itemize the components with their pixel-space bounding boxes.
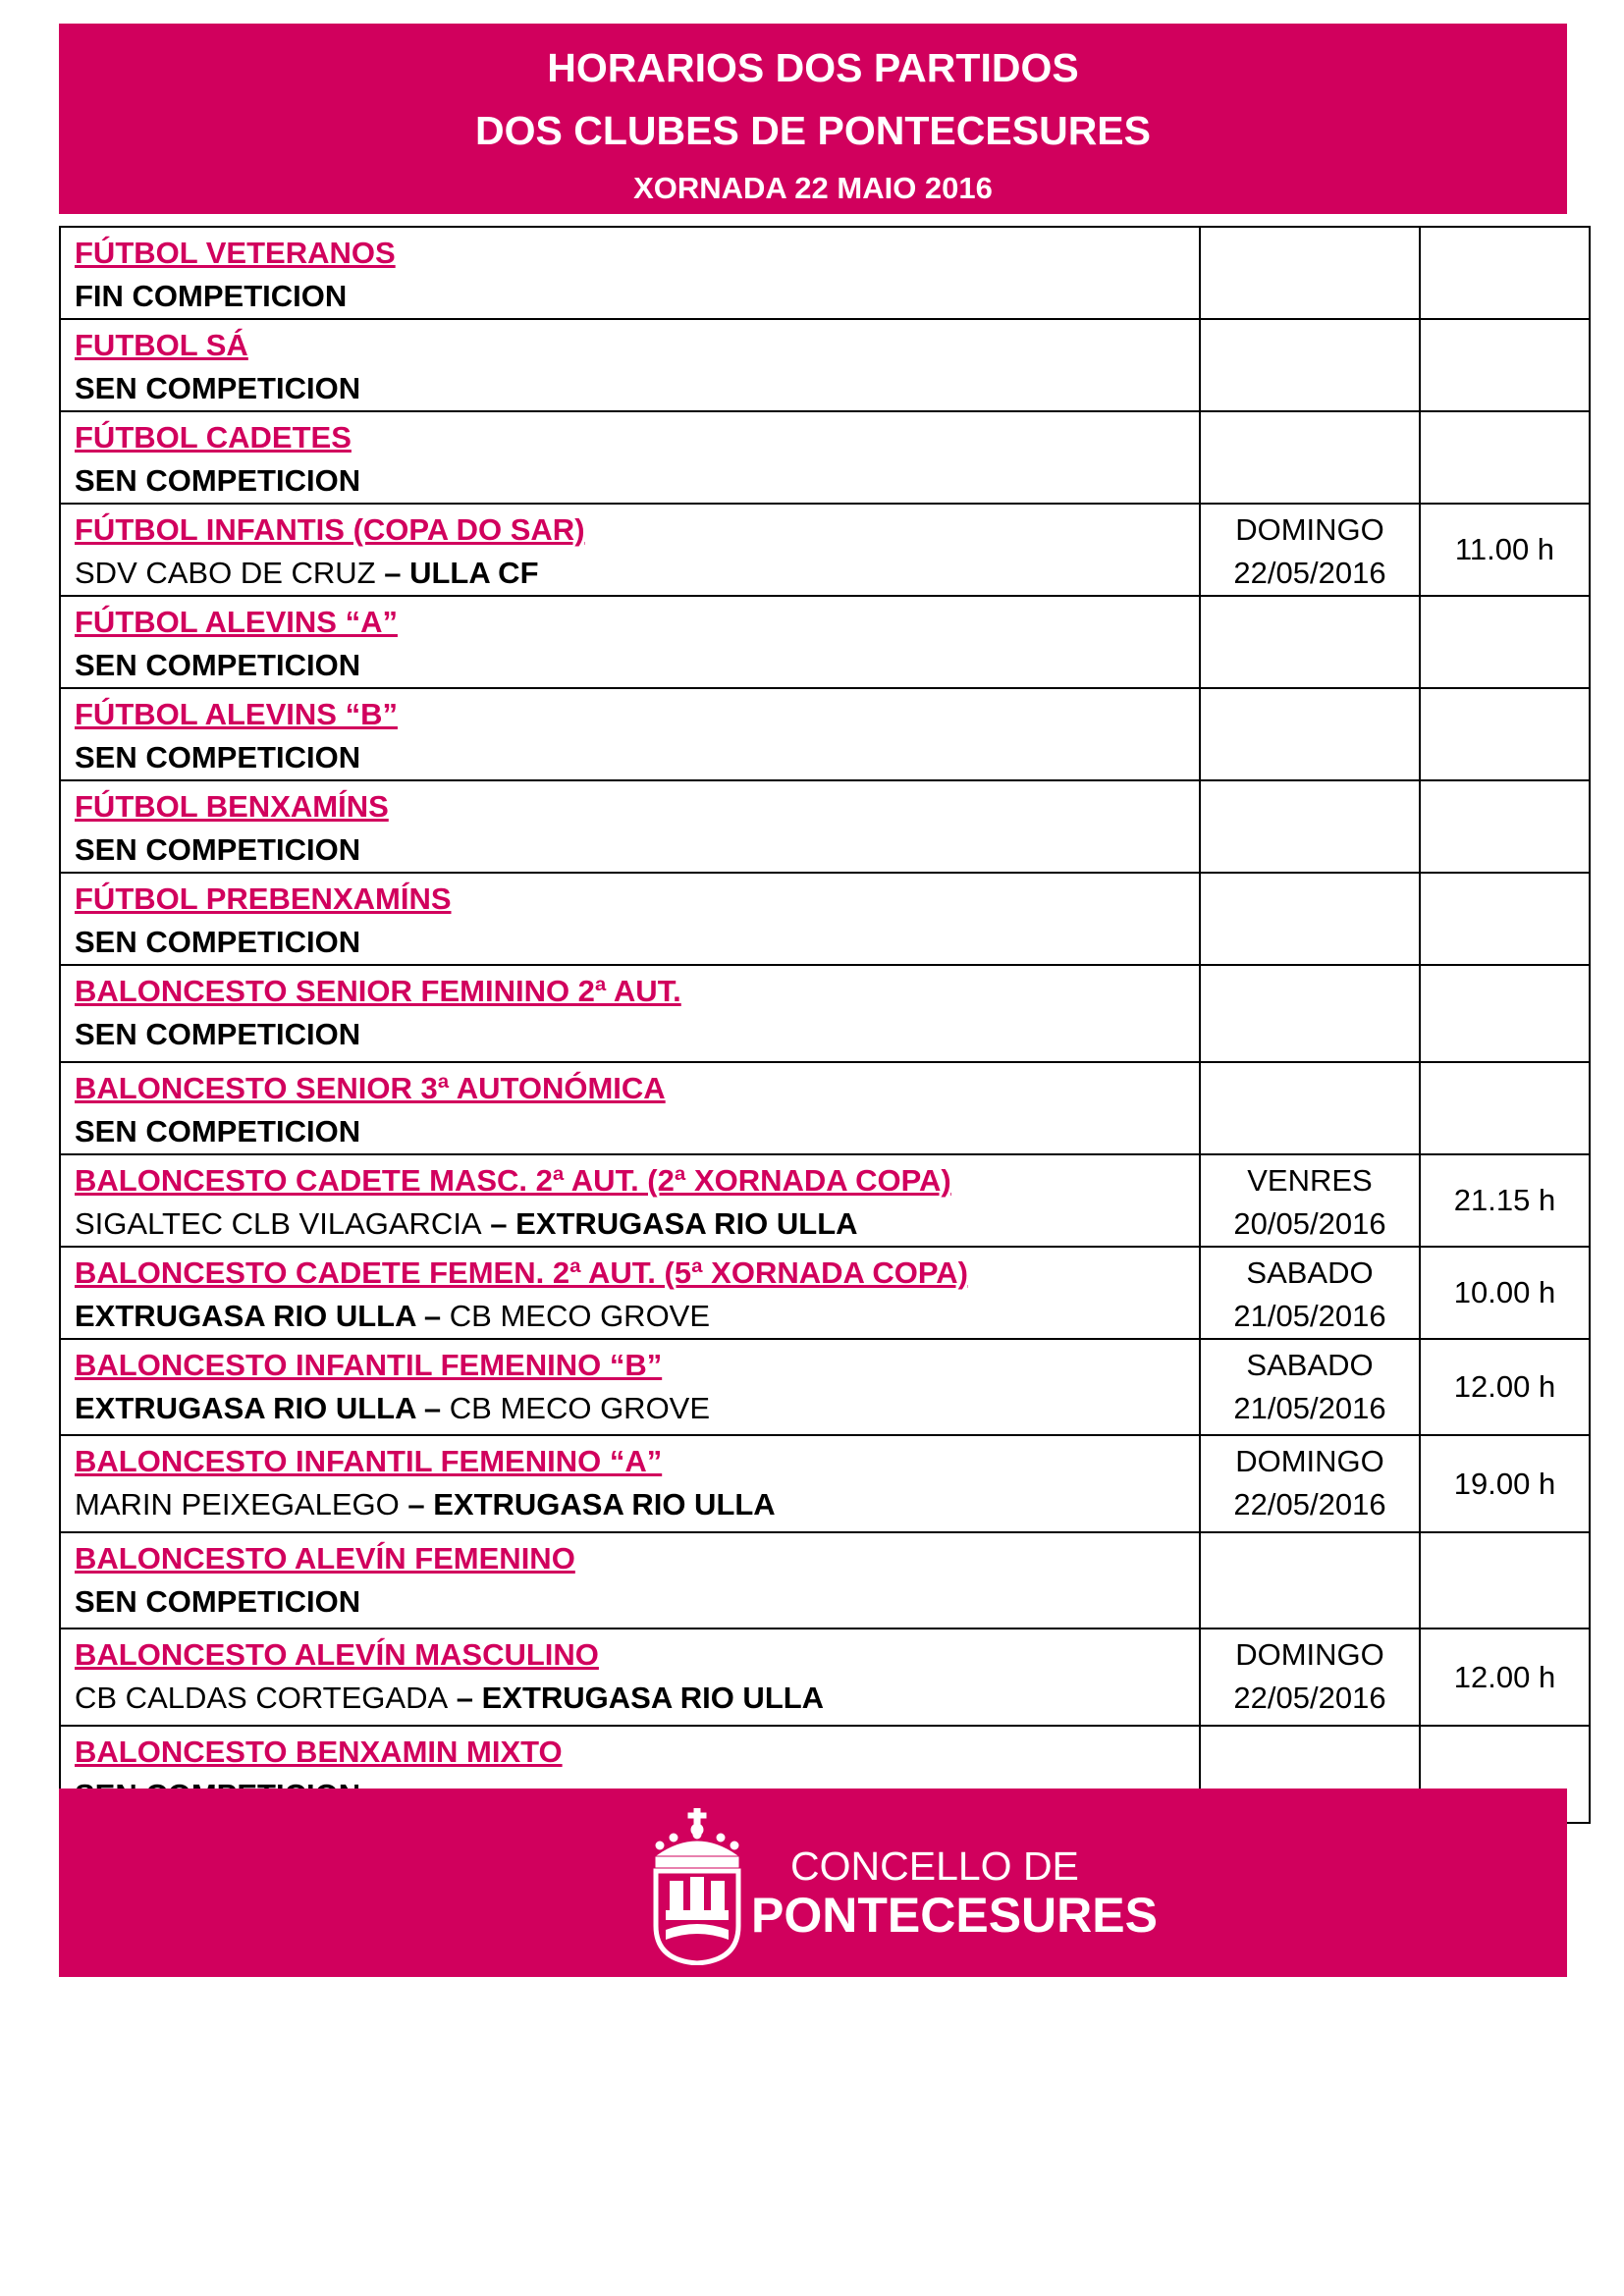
match-line xyxy=(75,1483,1185,1526)
table-row xyxy=(60,1435,1590,1532)
team-separator: – xyxy=(415,1391,450,1425)
category-label: BALONCESTO ALEVÍN MASCULINO xyxy=(75,1637,599,1672)
table-row xyxy=(60,1154,1590,1247)
event-cell xyxy=(60,1154,1200,1247)
time-cell xyxy=(1420,1339,1590,1435)
match-line xyxy=(75,552,1185,595)
event-cell xyxy=(60,1339,1200,1435)
time-cell xyxy=(1420,1247,1590,1339)
team-separator: – xyxy=(448,1681,482,1715)
event-cell xyxy=(60,1062,1200,1154)
date-cell xyxy=(1200,965,1420,1062)
date-cell xyxy=(1200,1435,1420,1532)
match-time: 10.00 h xyxy=(1453,1275,1556,1309)
team-separator: – xyxy=(415,1299,450,1333)
match-line xyxy=(75,644,1185,687)
team-a: SEN COMPETICION xyxy=(75,1017,361,1051)
date-cell xyxy=(1200,1339,1420,1435)
category-label: BALONCESTO CADETE MASC. 2ª AUT. (2ª XORNADA COPA) xyxy=(75,1163,951,1198)
team-a: SEN COMPETICION xyxy=(75,1114,361,1148)
footer-banner xyxy=(59,1789,1567,1977)
header-banner xyxy=(59,24,1567,214)
time-cell xyxy=(1420,965,1590,1062)
event-cell xyxy=(60,1629,1200,1726)
team-separator: – xyxy=(399,1487,434,1522)
time-cell xyxy=(1420,1629,1590,1726)
category-label: BALONCESTO BENXAMIN MIXTO xyxy=(75,1735,563,1769)
category-label: FUTBOL SÁ xyxy=(75,328,248,362)
time-cell xyxy=(1420,411,1590,504)
date-cell xyxy=(1200,1154,1420,1247)
event-cell xyxy=(60,688,1200,780)
schedule-table xyxy=(59,226,1591,1824)
team-separator: – xyxy=(375,556,410,590)
category-label: FÚTBOL PREBENXAMÍNS xyxy=(75,881,452,916)
event-cell xyxy=(60,319,1200,411)
team-a: FIN COMPETICION xyxy=(75,279,348,313)
category-label: FÚTBOL BENXAMÍNS xyxy=(75,789,389,824)
team-b: ULLA CF xyxy=(409,556,539,590)
category-label: BALONCESTO CADETE FEMEN. 2ª AUT. (5ª XORNADA COPA) xyxy=(75,1255,968,1290)
match-time: 12.00 h xyxy=(1453,1659,1556,1694)
team-a: SDV CABO DE CRUZ xyxy=(75,556,376,590)
match-day: SABADO xyxy=(1246,1348,1374,1382)
match-date: 22/05/2016 xyxy=(1233,556,1386,590)
team-separator: – xyxy=(481,1206,516,1241)
team-b: CB MECO GROVE xyxy=(449,1299,711,1333)
team-a: SEN COMPETICION xyxy=(75,832,361,867)
table-row xyxy=(60,596,1590,688)
team-a: EXTRUGASA RIO ULLA xyxy=(75,1391,416,1425)
team-b: EXTRUGASA RIO ULLA xyxy=(481,1681,825,1715)
match-line xyxy=(75,828,1185,872)
match-date: 22/05/2016 xyxy=(1233,1681,1386,1715)
date-cell xyxy=(1200,780,1420,873)
time-cell xyxy=(1420,504,1590,596)
team-a: SEN COMPETICION xyxy=(75,463,361,498)
time-cell xyxy=(1420,1532,1590,1629)
match-day: VENRES xyxy=(1247,1163,1373,1198)
match-line xyxy=(75,1013,1185,1056)
match-date: 20/05/2016 xyxy=(1233,1206,1386,1241)
category-label: BALONCESTO ALEVÍN FEMENINO xyxy=(75,1541,575,1575)
table-row xyxy=(60,1062,1590,1154)
table-row xyxy=(60,504,1590,596)
event-cell xyxy=(60,873,1200,965)
category-label: FÚTBOL INFANTIS (COPA DO SAR) xyxy=(75,512,585,547)
match-date: 21/05/2016 xyxy=(1233,1391,1386,1425)
match-line xyxy=(75,921,1185,964)
event-cell xyxy=(60,596,1200,688)
date-cell xyxy=(1200,504,1420,596)
date-cell xyxy=(1200,1062,1420,1154)
team-a: SEN COMPETICION xyxy=(75,648,361,682)
match-line xyxy=(75,1677,1185,1720)
match-day: SABADO xyxy=(1246,1255,1374,1290)
table-row xyxy=(60,319,1590,411)
match-day: DOMINGO xyxy=(1235,1637,1384,1672)
team-a: SEN COMPETICION xyxy=(75,925,361,959)
team-a: SEN COMPETICION xyxy=(75,371,361,405)
event-cell xyxy=(60,1247,1200,1339)
team-b: EXTRUGASA RIO ULLA xyxy=(433,1487,776,1522)
team-a: SIGALTEC CLB VILAGARCIA xyxy=(75,1206,482,1241)
table-row xyxy=(60,873,1590,965)
event-cell xyxy=(60,504,1200,596)
table-row xyxy=(60,780,1590,873)
match-line xyxy=(75,459,1185,503)
date-cell xyxy=(1200,1247,1420,1339)
time-cell xyxy=(1420,227,1590,319)
category-label: BALONCESTO SENIOR 3ª AUTONÓMICA xyxy=(75,1071,666,1105)
match-time: 19.00 h xyxy=(1453,1466,1556,1501)
time-cell xyxy=(1420,780,1590,873)
match-time: 11.00 h xyxy=(1454,532,1555,566)
match-time: 21.15 h xyxy=(1453,1183,1556,1217)
match-day: DOMINGO xyxy=(1235,512,1384,547)
team-b: CB MECO GROVE xyxy=(449,1391,711,1425)
time-cell xyxy=(1420,1435,1590,1532)
table-row xyxy=(60,411,1590,504)
table-row xyxy=(60,1629,1590,1726)
match-day: DOMINGO xyxy=(1235,1444,1384,1478)
date-cell xyxy=(1200,1629,1420,1726)
table-row xyxy=(60,227,1590,319)
page-title-line1: HORARIOS DOS PARTIDOS xyxy=(547,45,1079,90)
team-b: EXTRUGASA RIO ULLA xyxy=(515,1206,858,1241)
event-cell xyxy=(60,411,1200,504)
page-title-line2: DOS CLUBES DE PONTECESURES xyxy=(475,108,1151,153)
match-line xyxy=(75,1580,1185,1624)
date-cell xyxy=(1200,411,1420,504)
date-cell xyxy=(1200,688,1420,780)
table-row xyxy=(60,688,1590,780)
event-cell xyxy=(60,1532,1200,1629)
page-subtitle: XORNADA 22 MAIO 2016 xyxy=(633,171,993,205)
category-label: FÚTBOL ALEVINS “B” xyxy=(75,697,398,731)
team-a: SEN COMPETICION xyxy=(75,740,361,774)
match-line xyxy=(75,275,1185,318)
category-label: BALONCESTO SENIOR FEMININO 2ª AUT. xyxy=(75,974,681,1008)
team-a: SEN COMPETICION xyxy=(75,1584,361,1619)
team-a: CB CALDAS CORTEGADA xyxy=(75,1681,449,1715)
footer-line2: PONTECESURES xyxy=(751,1888,1158,1943)
table-row xyxy=(60,1339,1590,1435)
match-line xyxy=(75,736,1185,779)
match-line xyxy=(75,367,1185,410)
category-label: BALONCESTO INFANTIL FEMENINO “A” xyxy=(75,1444,663,1478)
match-line xyxy=(75,1202,1185,1246)
footer-line1: CONCELLO DE xyxy=(790,1843,1079,1889)
date-cell xyxy=(1200,227,1420,319)
team-a: MARIN PEIXEGALEGO xyxy=(75,1487,400,1522)
match-date: 21/05/2016 xyxy=(1233,1299,1386,1333)
date-cell xyxy=(1200,1532,1420,1629)
match-time: 12.00 h xyxy=(1453,1369,1556,1404)
category-label: BALONCESTO INFANTIL FEMENINO “B” xyxy=(75,1348,663,1382)
date-cell xyxy=(1200,873,1420,965)
time-cell xyxy=(1420,319,1590,411)
table-row xyxy=(60,1247,1590,1339)
team-a: EXTRUGASA RIO ULLA xyxy=(75,1299,416,1333)
time-cell xyxy=(1420,596,1590,688)
match-line xyxy=(75,1110,1185,1153)
event-cell xyxy=(60,227,1200,319)
table-row xyxy=(60,1532,1590,1629)
category-label: FÚTBOL CADETES xyxy=(75,420,352,454)
date-cell xyxy=(1200,596,1420,688)
date-cell xyxy=(1200,319,1420,411)
time-cell xyxy=(1420,1062,1590,1154)
time-cell xyxy=(1420,873,1590,965)
match-line xyxy=(75,1387,1185,1430)
event-cell xyxy=(60,965,1200,1062)
match-line xyxy=(75,1295,1185,1338)
table-row xyxy=(60,965,1590,1062)
municipal-crest-icon xyxy=(648,1808,746,1965)
match-date: 22/05/2016 xyxy=(1233,1487,1386,1522)
event-cell xyxy=(60,780,1200,873)
event-cell xyxy=(60,1435,1200,1532)
category-label: FÚTBOL VETERANOS xyxy=(75,236,396,270)
time-cell xyxy=(1420,688,1590,780)
category-label: FÚTBOL ALEVINS “A” xyxy=(75,605,398,639)
time-cell xyxy=(1420,1154,1590,1247)
